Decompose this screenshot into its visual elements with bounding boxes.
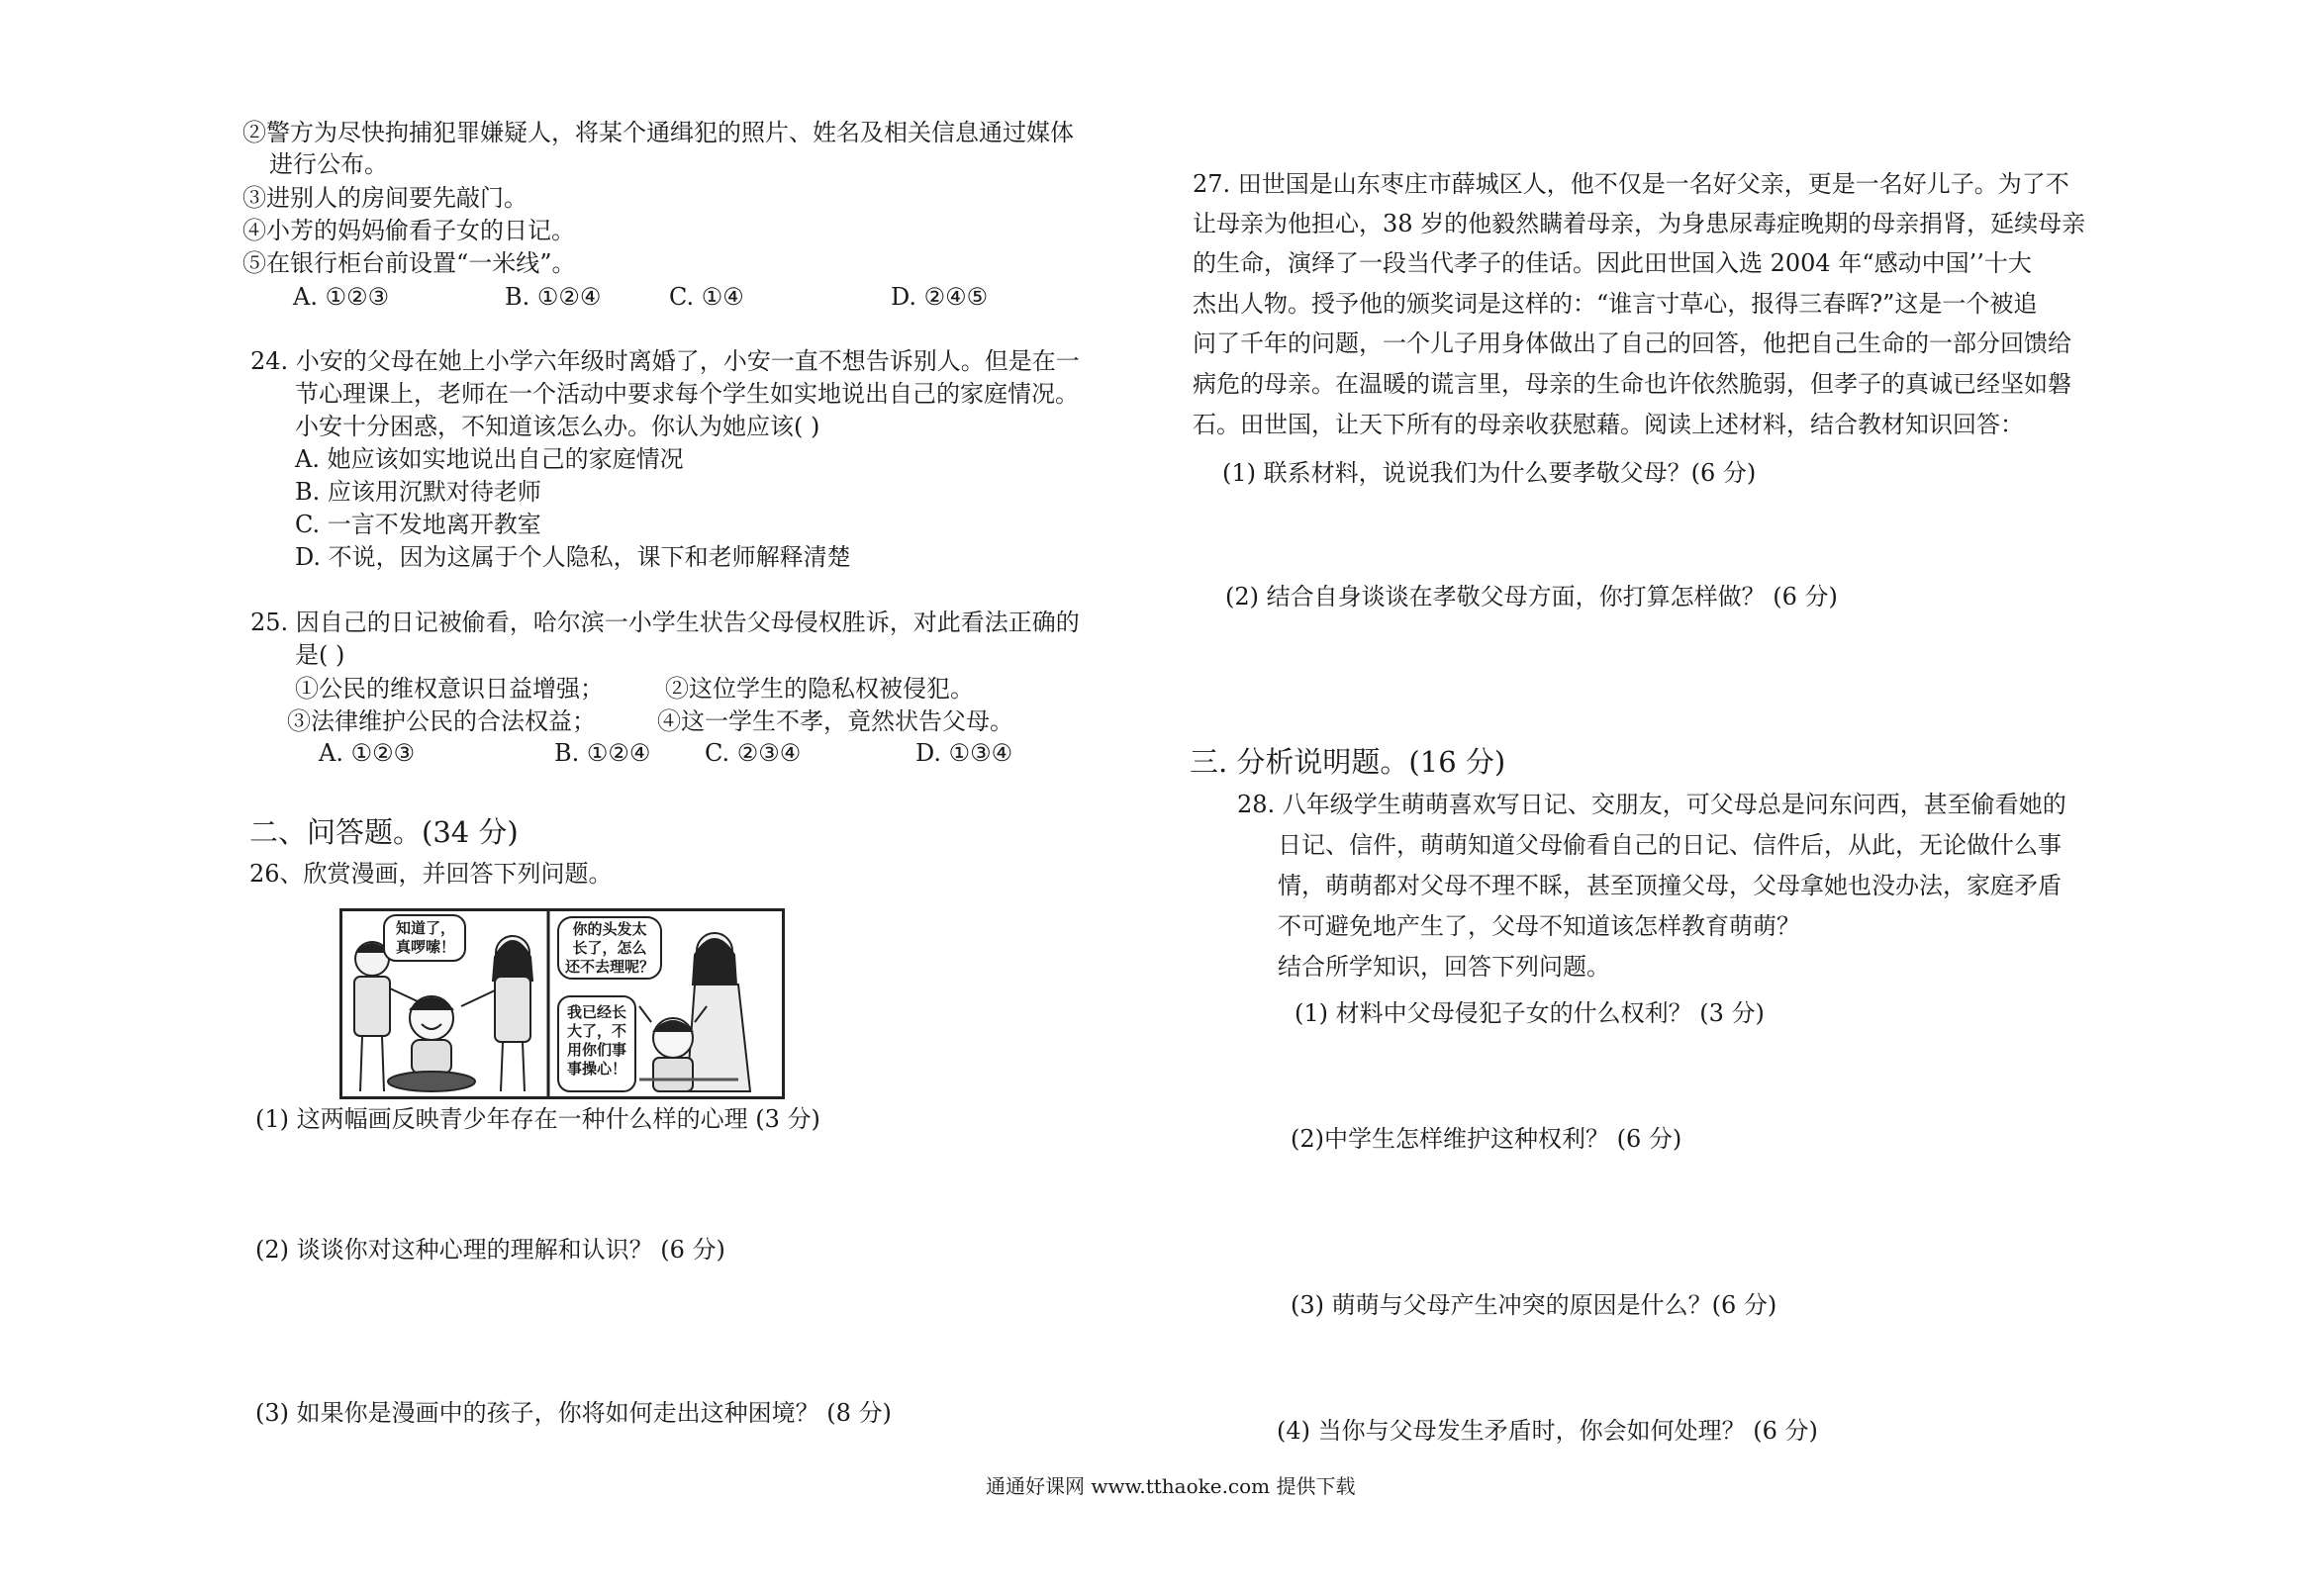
q25-stem-line1: 25. 因自己的日记被偷看，哈尔滨一小学生状告父母侵权胜诉，对此看法正确的 [250,609,1080,636]
q23-option-4: ④小芳的妈妈偷看子女的日记。 [242,217,575,244]
q25-option-3: ③法律维护公民的合法权益； [287,707,596,735]
q23-option-5: ⑤在银行柜台前设置“一米线”。 [242,249,576,277]
q28-stem-line1: 28. 八年级学生萌萌喜欢写日记、交朋友，可父母总是问东问西，甚至偷看她的 [1237,791,2066,818]
comic-bubble-1: 知道了， 真啰嗦！ [395,919,455,956]
q24-choice-b: B. 应该用沉默对待老师 [295,478,541,506]
q28-sub-3: (3) 萌萌与父母产生冲突的原因是什么？(6 分) [1291,1291,1777,1319]
q26-sub-3: (3) 如果你是漫画中的孩子，你将如何走出这种困境？ (8 分) [255,1399,892,1427]
q27-stem-line4: 杰出人物。授予他的颁奖词是这样的：“谁言寸草心，报得三春晖?”这是一个被追 [1193,290,2038,318]
q25-stem-line2: 是( ) [295,641,345,669]
q28-stem-line3: 情，萌萌都对父母不理不睬，甚至顶撞父母，父母拿她也没办法，家庭矛盾 [1278,872,2062,899]
q27-stem-line5: 问了千年的问题，一个儿子用身体做出了自己的回答，他把自己生命的一部分回馈给 [1193,329,2071,357]
q28-stem-line5: 结合所学知识，回答下列问题。 [1278,953,1610,981]
q24-choice-d: D. 不说，因为这属于个人隐私，课下和老师解释清楚 [295,543,851,571]
q25-option-4: ④这一学生不孝，竟然状告父母。 [657,707,1013,735]
q28-stem-line4: 不可避免地产生了，父母不知道该怎样教育萌萌？ [1278,912,1800,940]
q25-option-2: ②这位学生的隐私权被侵犯。 [665,675,974,703]
q23-choice-b: B. ①②④ [505,283,602,311]
q23-option-2-line2: 进行公布。 [269,150,388,178]
q24-stem-line2: 节心理课上，老师在一个活动中要求每个学生如实地说出自己的家庭情况。 [295,380,1079,408]
q27-stem-line1: 27. 田世国是山东枣庄市薛城区人，他不仅是一名好父亲，更是一名好儿子。为了不 [1193,170,2069,198]
q26-sub-2: (2) 谈谈你对这种心理的理解和认识？ (6 分) [255,1236,725,1264]
footer-source: 通通好课网 www.tthaoke.com 提供下载 [986,1474,1356,1498]
section-3-heading: 三. 分析说明题。(16 分) [1190,745,1506,779]
q23-choice-c: C. ①④ [669,283,744,311]
q25-choice-a: A. ①②③ [319,739,416,767]
comic-illustration [339,908,785,1099]
q28-sub-2: (2)中学生怎样维护这种权利？ (6 分) [1291,1125,1682,1153]
q23-choice-a: A. ①②③ [293,283,390,311]
q23-choice-d: D. ②④⑤ [891,283,989,311]
q28-stem-line2: 日记、信件，萌萌知道父母偷看自己的日记、信件后，从此，无论做什么事 [1278,831,2062,859]
comic-bubble-3: 我已经长 大了，不 用你们事 事操心！ [566,1003,626,1078]
q25-choice-c: C. ②③④ [705,739,802,767]
q24-choice-c: C. 一言不发地离开教室 [295,511,541,538]
q25-option-1: ①公民的维权意识日益增强； [295,675,604,703]
q26-stem: 26、欣赏漫画，并回答下列问题。 [249,860,613,888]
q26-sub-1: (1) 这两幅画反映青少年存在一种什么样的心理 (3 分) [255,1105,820,1133]
q24-choice-a: A. 她应该如实地说出自己的家庭情况 [295,445,684,473]
q24-stem-line1: 24. 小安的父母在她上小学六年级时离婚了，小安一直不想告诉别人。但是在一 [250,347,1080,375]
q27-stem-line6: 病危的母亲。在温暖的谎言里，母亲的生命也许依然脆弱，但孝子的真诚已经坚如磐 [1193,370,2071,398]
q23-option-3: ③进别人的房间要先敲门。 [242,184,528,212]
q27-sub-1: (1) 联系材料，说说我们为什么要孝敬父母？(6 分) [1222,459,1757,487]
q27-stem-line7: 石。田世国，让天下所有的母亲收获慰藉。阅读上述材料，结合教材知识回答： [1193,411,2024,438]
section-2-heading: 二、问答题。(34 分) [249,815,519,849]
q27-sub-2: (2) 结合自身谈谈在孝敬父母方面，你打算怎样做？ (6 分) [1225,583,1838,610]
q28-sub-4: (4) 当你与父母发生矛盾时，你会如何处理？ (6 分) [1277,1417,1818,1445]
q25-choice-b: B. ①②④ [554,739,651,767]
q28-sub-1: (1) 材料中父母侵犯子女的什么权利？ (3 分) [1295,999,1765,1027]
q27-stem-line2: 让母亲为他担心，38 岁的他毅然瞒着母亲，为身患尿毒症晚期的母亲捐肾，延续母亲 [1193,210,2086,237]
q24-stem-line3: 小安十分困惑，不知道该怎么办。你认为她应该( ) [295,413,820,440]
comic-bubble-2: 你的头发太 长了，怎么 还不去理呢？ [564,920,654,976]
q27-stem-line3: 的生命，演绎了一段当代孝子的佳话。因此田世国入选 2004 年“感动中国’’十大 [1193,249,2032,277]
q25-choice-d: D. ①③④ [915,739,1013,767]
q23-option-2-line1: ②警方为尽快拘捕犯罪嫌疑人，将某个通缉犯的照片、姓名及相关信息通过媒体 [242,119,1074,146]
